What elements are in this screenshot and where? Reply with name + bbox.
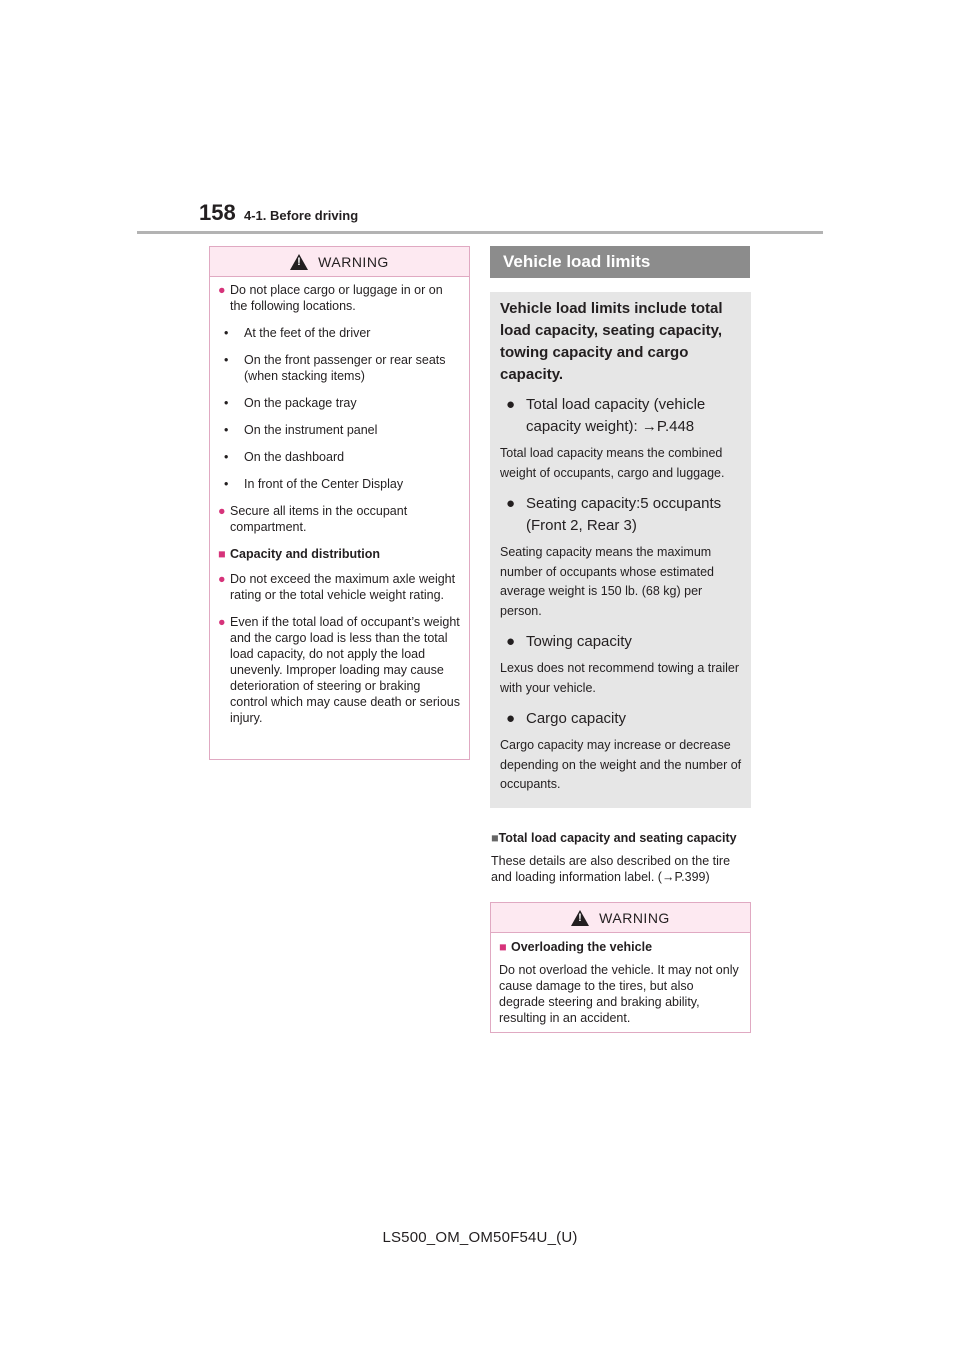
list-item: • On the package tray [218, 395, 460, 411]
bullet-icon: • [224, 396, 229, 410]
warning-header [491, 903, 750, 933]
list-item: • On the dashboard [218, 449, 460, 465]
item-description: Cargo capacity may increase or decrease depending on the weight and the number of occupants. [500, 738, 742, 791]
footer-code: LS500_OM_OM50F54U_(U) [382, 1229, 578, 1246]
bullet-dot-icon: ● [218, 504, 226, 518]
list-item: ● Cargo capacity [500, 708, 743, 730]
warning-text: Do not overload the vehicle. It may not only cause damage to the tires, but also degrade steering and braking ability, resulting in an accident. [499, 963, 739, 1025]
item-description: Total load capacity means the combined weight of occupants, cargo and luggage. [500, 446, 725, 480]
subheading: ■ Capacity and distribution [218, 547, 381, 561]
square-bullet-icon: ■ [499, 940, 507, 954]
list-item: • In front of the Center Display [218, 476, 460, 492]
warning-triangle-icon: ! [290, 254, 308, 270]
list-item: ● Total load capacity (vehicle capacity weight): →P.448 [500, 394, 743, 438]
load-limits-title: Vehicle load limits [490, 246, 750, 278]
page-number: 158 [199, 200, 236, 225]
bullet-icon: • [224, 326, 229, 340]
list-item: • On the front passenger or rear seats (when stacking items) [218, 352, 460, 384]
item-description: Seating capacity means the maximum number of occupants whose estimated average weight is 150 lb. (68 kg) per person. [500, 545, 715, 618]
square-bullet-icon: ■ [491, 831, 499, 845]
warning-title: WARNING [318, 253, 389, 270]
list-item: ● Even if the total load of occupant’s weight and the cargo load is less than the total load capacity, do not apply the load unevenly. Improper loading may cause deterioration of steering or braking control which may cause death or serious injury. [218, 615, 460, 725]
bullet-dot-icon: ● [506, 396, 516, 413]
bullet-icon: • [224, 450, 229, 464]
subheading: ■ Overloading the vehicle [499, 940, 653, 954]
bullet-icon: • [224, 423, 229, 437]
warning-box-left [209, 246, 470, 760]
list-item: ● Secure all items in the occupant compartment. [218, 504, 408, 534]
bullet-dot-icon: ● [506, 633, 516, 650]
list-item: • At the feet of the driver [218, 325, 460, 341]
square-bullet-icon: ■ [218, 547, 226, 561]
warning-triangle-icon: ! [571, 910, 589, 926]
total-capacity-text: These details are also described on the tire and loading information label. (→P.399) [491, 854, 731, 884]
total-capacity-heading: ■Total load capacity and seating capacity [491, 831, 737, 845]
list-item: • On the instrument panel [218, 422, 460, 438]
item-description: Lexus does not recommend towing a trailer with your vehicle. [500, 661, 740, 695]
bullet-dot-icon: ● [506, 495, 516, 512]
load-limits-intro: Vehicle load limits include total load capacity, seating capacity, towing capacity and cargo capacity. [500, 300, 723, 383]
warning-box-right [490, 902, 751, 1033]
header-rule [137, 231, 823, 234]
bullet-dot-icon: ● [218, 283, 226, 297]
warning-body [491, 933, 750, 1034]
warning-title: WARNING [599, 909, 670, 926]
bullet-dot-icon: ● [506, 710, 516, 727]
list-item: ● Do not place cargo or luggage in or on the following locations. [218, 283, 443, 313]
warning-body [210, 277, 469, 734]
list-item: ● Do not exceed the maximum axle weight rating or the total vehicle weight rating. [218, 572, 456, 602]
list-item: ● Seating capacity:5 occupants (Front 2, Rear 3) [500, 493, 743, 537]
bullet-dot-icon: ● [218, 615, 226, 629]
load-limits-panel [490, 292, 751, 808]
bullet-icon: • [224, 353, 229, 367]
section-title: 4-1. Before driving [244, 208, 359, 223]
bullet-dot-icon: ● [218, 572, 226, 586]
list-item: ● Towing capacity [500, 631, 743, 653]
warning-header [210, 247, 469, 277]
bullet-icon: • [224, 477, 229, 491]
